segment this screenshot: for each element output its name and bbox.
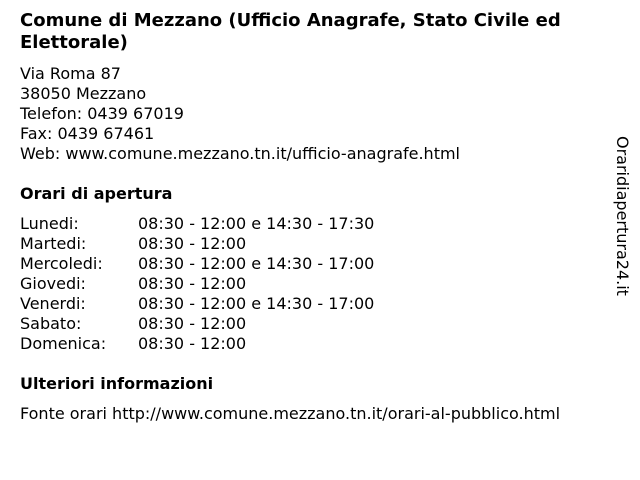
hours-value: 08:30 - 12:00 e 14:30 - 17:30 — [138, 214, 375, 233]
hours-value: 08:30 - 12:00 — [138, 274, 247, 293]
hours-row-friday — [20, 294, 374, 314]
day-label: Domenica: — [20, 334, 107, 353]
hours-value: 08:30 - 12:00 — [138, 234, 247, 253]
hours-row-tuesday — [20, 234, 374, 254]
day-label: Sabato: — [20, 314, 82, 333]
hours-row-wednesday — [20, 254, 374, 274]
more-info-heading: Ulteriori informazioni — [20, 374, 214, 393]
hours-value: 08:30 - 12:00 e 14:30 - 17:00 — [138, 254, 375, 273]
street-address: Via Roma 87 — [20, 64, 121, 83]
day-label: Martedi: — [20, 234, 87, 253]
opening-hours-heading: Orari di apertura — [20, 184, 173, 203]
address-block — [20, 64, 460, 164]
opening-hours-table — [20, 214, 374, 354]
hours-row-monday — [20, 214, 374, 234]
hours-value: 08:30 - 12:00 — [138, 314, 247, 333]
hours-row-saturday — [20, 314, 374, 334]
hours-source-link[interactable]: Fonte orari http://www.comune.mezzano.tn.it/orari-al-pubblico.html — [20, 404, 561, 423]
day-label: Venerdi: — [20, 294, 86, 313]
day-label: Mercoledi: — [20, 254, 103, 273]
hours-value: 08:30 - 12:00 e 14:30 - 17:00 — [138, 294, 375, 313]
day-label: Giovedi: — [20, 274, 86, 293]
city-postcode: 38050 Mezzano — [20, 84, 147, 103]
phone-number[interactable]: Telefon: 0439 67019 — [20, 104, 184, 123]
hours-value: 08:30 - 12:00 — [138, 334, 247, 353]
day-label: Lunedi: — [20, 214, 79, 233]
fax-number: Fax: 0439 67461 — [20, 124, 155, 143]
hours-row-sunday — [20, 334, 374, 354]
hours-row-thursday — [20, 274, 374, 294]
website-link[interactable]: Web: www.comune.mezzano.tn.it/ufficio-anagrafe.html — [20, 144, 460, 163]
site-watermark: Oraridiapertura24.it — [613, 136, 632, 296]
page-title: Comune di Mezzano (Ufficio Anagrafe, Stato Civile ed Elettorale) — [20, 10, 561, 53]
